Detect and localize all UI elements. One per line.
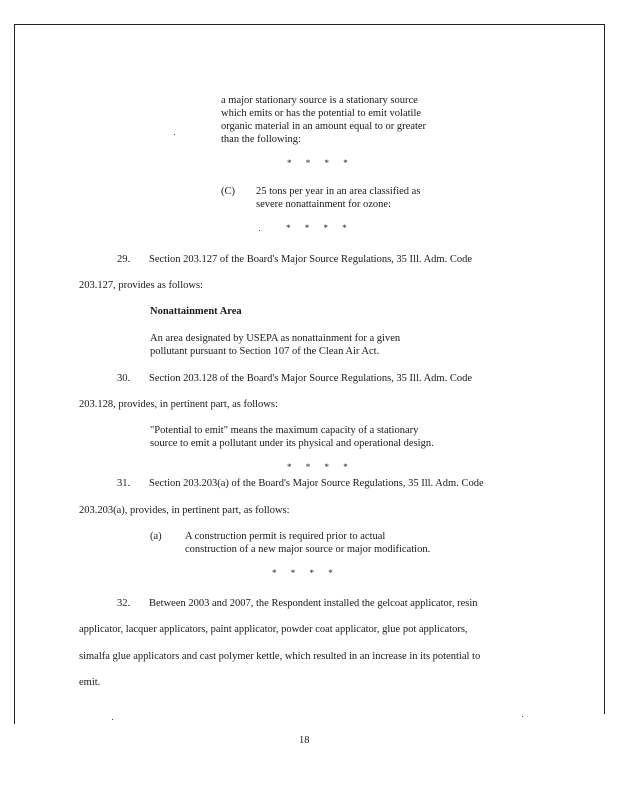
scan-border-right — [604, 24, 605, 714]
para-32-number: 32. — [117, 598, 131, 609]
scan-speck — [112, 719, 113, 720]
quote-intro-line: than the following: — [221, 134, 301, 145]
para-29-number: 29. — [117, 254, 131, 265]
ellipsis-stars: * * * * — [286, 223, 353, 233]
para-32-line: simalfa glue applicators and cast polymer kettle, which resulted in an increase in its potential to — [79, 651, 481, 662]
quote-intro-line: organic material in an amount equal to or greater — [221, 121, 427, 132]
para-32-line: emit. — [79, 677, 101, 688]
page-number: 18 — [299, 735, 310, 746]
clause-c-label: (C) — [221, 186, 235, 197]
clause-c-line: 25 tons per year in an area classified as — [256, 186, 421, 197]
para-31-line: Section 203.203(a) of the Board's Major Source Regulations, 35 Ill. Adm. Code — [149, 478, 484, 489]
ellipsis-stars: * * * * — [287, 158, 354, 168]
scan-speck — [174, 134, 175, 135]
quote-intro-line: a major stationary source is a stationary source — [221, 95, 418, 106]
potential-quote-line: "Potential to emit" means the maximum capacity of a stationary — [150, 425, 419, 436]
para-32-line: Between 2003 and 2007, the Respondent installed the gelcoat applicator, resin — [149, 598, 478, 609]
para-31-line: 203.203(a), provides, in pertinent part, as follows: — [79, 505, 290, 516]
scan-speck — [522, 716, 523, 717]
potential-quote-line: source to emit a pollutant under its physical and operational design. — [150, 438, 434, 449]
scan-border-left — [14, 24, 15, 724]
scan-border-top — [14, 24, 604, 25]
para-30-number: 30. — [117, 373, 131, 384]
clause-a-line: A construction permit is required prior to actual — [185, 531, 386, 542]
clause-a-label: (a) — [150, 531, 162, 542]
clause-a-line: construction of a new major source or major modification. — [185, 544, 431, 555]
nonattainment-line: pollutant pursuant to Section 107 of the Clean Air Act. — [150, 346, 380, 357]
scan-speck — [259, 230, 260, 231]
nonattainment-heading: Nonattainment Area — [150, 306, 242, 317]
para-29-line: Section 203.127 of the Board's Major Source Regulations, 35 Ill. Adm. Code — [149, 254, 472, 265]
clause-c-line: severe nonattainment for ozone: — [256, 199, 391, 210]
para-30-line: Section 203.128 of the Board's Major Source Regulations, 35 Ill. Adm. Code — [149, 373, 472, 384]
ellipsis-stars: * * * * — [272, 568, 339, 578]
para-30-line: 203.128, provides, in pertinent part, as follows: — [79, 399, 278, 410]
ellipsis-stars: * * * * — [287, 462, 354, 472]
nonattainment-line: An area designated by USEPA as nonattainment for a given — [150, 333, 401, 344]
quote-intro-line: which emits or has the potential to emit volatile — [221, 108, 422, 119]
para-31-number: 31. — [117, 478, 131, 489]
para-29-line: 203.127, provides as follows: — [79, 280, 203, 291]
para-32-line: applicator, lacquer applicators, paint applicator, powder coat applicator, glue pot applicators, — [79, 624, 468, 635]
